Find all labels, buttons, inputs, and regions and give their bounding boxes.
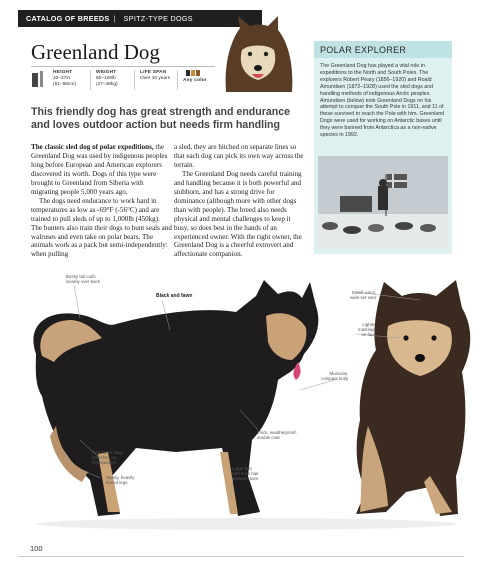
paragraph: The Greenland Dog needs careful training and handling because it is both powerful and stubborn, and has a strong drive for dominance (although more with other dogs than with people). The breed also needs physical and mental challenges to keep it busy, so does best in the hands of an experienced owner. With the right owner, the Greenland Dog is a cheerful extrovert and affectionate companion. — [174, 169, 302, 259]
annotation-line: Hair forms long — [92, 450, 122, 455]
footer-divider — [18, 556, 464, 557]
annotation-line: Large feet — [232, 466, 252, 471]
lifespan-value: Over 10 years — [140, 76, 171, 81]
annotation-line: breeches on — [92, 455, 117, 461]
annotation-line: loosely over back — [66, 279, 100, 285]
annotation-coat — [257, 430, 297, 440]
headline: This friendly dog has great strength and endurance and loves outdoor action but needs firm handling — [31, 106, 290, 131]
annotation-coat-color: Black and fawn — [156, 293, 193, 299]
header-separator: | — [113, 14, 116, 23]
annotation-line: Bushy tail curls — [66, 274, 96, 279]
annotation-line: Small, erect, — [351, 290, 377, 295]
annotation-line: Lighter — [362, 322, 376, 327]
annotation-line: Thick, weatherproof, — [257, 430, 297, 435]
annotation-line: double coat — [257, 435, 280, 441]
annotation-line: on face — [361, 332, 376, 338]
section-subtitle: SPITZ-TYPE DOGS — [123, 14, 193, 23]
height-value-in: 20–27in — [53, 76, 71, 81]
paragraph-text: the Greenland Dog was used by indigenous peoples long before European and American explorers discovered its worth. Dogs of this type were brought to Greenland from Siberia with migrating people 5,000 years ago. — [31, 143, 168, 196]
annotation-line: Sturdy, heavily — [106, 475, 135, 480]
paragraph: a sled, they are hitched on separate lines so that each dog can pick its own way across the terrain. — [174, 143, 304, 169]
lead-in: The classic sled dog of polar expeditions, — [31, 143, 154, 151]
annotation-legs — [106, 475, 134, 485]
weight-label: WEIGHT — [96, 70, 117, 75]
annotation-line: markings — [358, 327, 376, 333]
paragraph: The dogs need endurance to work hard in temperatures as low as -69°F (-56°C) and are trained to pull sleds of up to 1,000lb (450kg). The hunters also train their dogs to hunt seals and walruses and even take on polar bears. The animals work as a pack but semi-independently: when pulling — [31, 196, 172, 259]
annotation-hair — [92, 450, 122, 466]
color-label: Any color — [183, 78, 207, 83]
annotation-ears — [350, 290, 376, 300]
annotation-line: Muscular, — [329, 371, 349, 376]
annotation-face — [358, 322, 376, 338]
weight-value-lb: 60–106lb — [96, 76, 116, 81]
annotation-line: boned legs — [106, 480, 128, 486]
section-title: CATALOG OF BREEDS — [26, 14, 110, 23]
annotation-tail — [66, 274, 100, 284]
annotation-feet — [232, 466, 259, 482]
annotation-line: wide-set ears — [350, 295, 377, 301]
height-value-cm: (51–68cm) — [53, 82, 76, 87]
annotation-line: compact body — [321, 376, 349, 382]
lifespan-label: LIFE SPAN — [140, 70, 167, 75]
page-number: 100 — [30, 544, 43, 553]
annotation-line: between toes — [232, 476, 259, 482]
weight-value-kg: (27–48kg) — [96, 82, 118, 87]
annotation-line: with thick hair — [232, 471, 259, 477]
annotation-line: hindquarters — [92, 460, 117, 466]
sidebar-text: The Greenland Dog has played a vital role in expeditions to the North and South Poles. The explorers Robert Peary (1856–1920) and Roald Amundsen (1872–1928) used the sled dogs and handling methods of indigenous Arctic peoples. Amundsen (below) took Greenland Dogs on his attempt to conquer the South Pole in 1911, and 11 of these survived to reach the Pole with him. Greenland Dogs were used for working on Antarctic bases until they were banned from Antarctica as a non-native species in 1992. — [320, 63, 445, 139]
height-label: HEIGHT — [53, 70, 73, 75]
page-title: Greenland Dog — [31, 40, 160, 64]
sidebar-heading: POLAR EXPLORER — [314, 41, 452, 58]
annotation-body — [321, 371, 348, 381]
